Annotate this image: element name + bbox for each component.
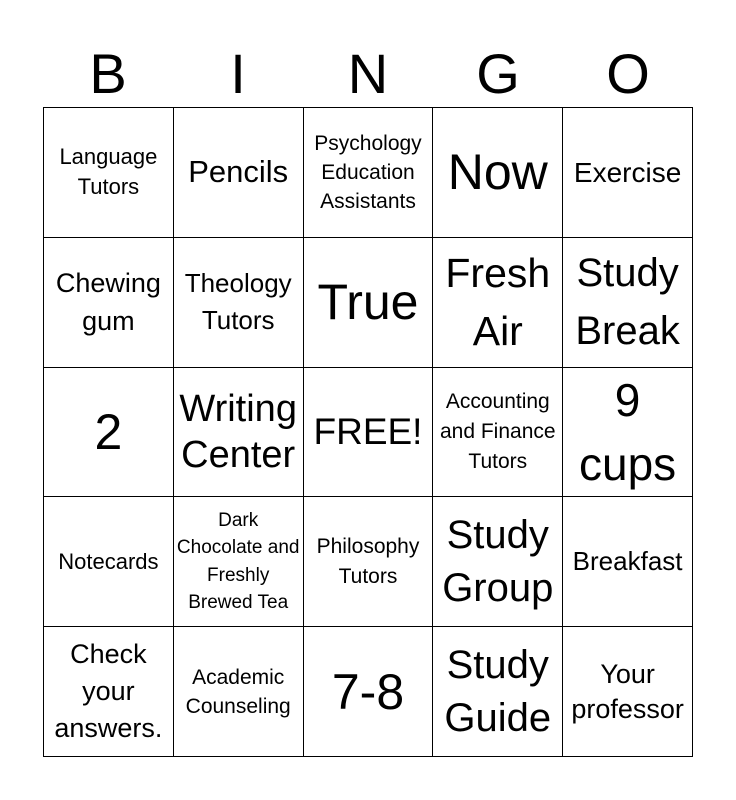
cell-label: Breakfast: [572, 546, 683, 577]
header-letter-b: B: [89, 42, 127, 105]
cell-label: Academic Counseling: [185, 665, 291, 718]
cell-label: Study Break: [575, 251, 680, 354]
bingo-cell[interactable]: [44, 108, 174, 238]
cell-label: 7-8: [331, 663, 405, 720]
header-letter-n: N: [347, 42, 389, 105]
cell-label: True: [317, 274, 419, 331]
cell-label: Now: [447, 144, 548, 201]
header-letter-i: I: [230, 42, 246, 105]
bingo-cell[interactable]: [433, 108, 563, 238]
bingo-header: [43, 42, 693, 106]
bingo-cell[interactable]: [433, 627, 563, 757]
bingo-cell[interactable]: [174, 108, 304, 238]
bingo-cell[interactable]: [563, 368, 693, 498]
bingo-cell[interactable]: [563, 238, 693, 368]
bingo-cell[interactable]: [44, 627, 174, 757]
cell-label: Psychology Education Assistants: [314, 131, 422, 213]
bingo-cell[interactable]: [44, 238, 174, 368]
cell-label: Language Tutors: [59, 144, 158, 200]
cell-label: Your professor: [571, 658, 684, 724]
cell-label: Notecards: [58, 548, 159, 574]
bingo-cell[interactable]: [304, 368, 434, 498]
bingo-cell[interactable]: [44, 368, 174, 498]
cell-label: Check your answers.: [54, 639, 163, 744]
bingo-cell[interactable]: [563, 627, 693, 757]
cell-label: Study Group: [442, 512, 554, 610]
cell-label: Fresh Air: [445, 250, 551, 355]
cell-label: Pencils: [188, 154, 289, 190]
bingo-cell[interactable]: [433, 238, 563, 368]
cell-label: Philosophy Tutors: [316, 534, 420, 588]
bingo-cell[interactable]: [304, 497, 434, 627]
cell-label: Chewing gum: [55, 268, 161, 337]
bingo-cell[interactable]: [304, 627, 434, 757]
cell-label: Dark Chocolate and Freshly Brewed Tea: [176, 509, 300, 614]
cell-label: FREE!: [313, 410, 423, 452]
bingo-cell[interactable]: [433, 368, 563, 498]
cell-label: 2: [94, 403, 123, 460]
bingo-cell[interactable]: [433, 497, 563, 627]
cell-label: Writing Center: [179, 387, 297, 476]
cell-label: Accounting and Finance Tutors: [439, 389, 556, 473]
bingo-cell[interactable]: [174, 627, 304, 757]
bingo-cell[interactable]: [44, 497, 174, 627]
bingo-cell[interactable]: [563, 108, 693, 238]
cell-label: 9 cups: [579, 373, 677, 490]
cell-label: Theology Tutors: [184, 268, 292, 336]
bingo-cell[interactable]: [174, 238, 304, 368]
bingo-cell[interactable]: [304, 108, 434, 238]
bingo-cell[interactable]: [563, 497, 693, 627]
header-letter-o: O: [606, 42, 650, 105]
cell-label: Exercise: [573, 156, 682, 188]
bingo-board: [43, 107, 693, 757]
cell-label: Study Guide: [444, 642, 552, 740]
header-letter-g: G: [476, 42, 520, 105]
bingo-cell[interactable]: [174, 368, 304, 498]
bingo-cell[interactable]: [304, 238, 434, 368]
bingo-cell[interactable]: [174, 497, 304, 627]
